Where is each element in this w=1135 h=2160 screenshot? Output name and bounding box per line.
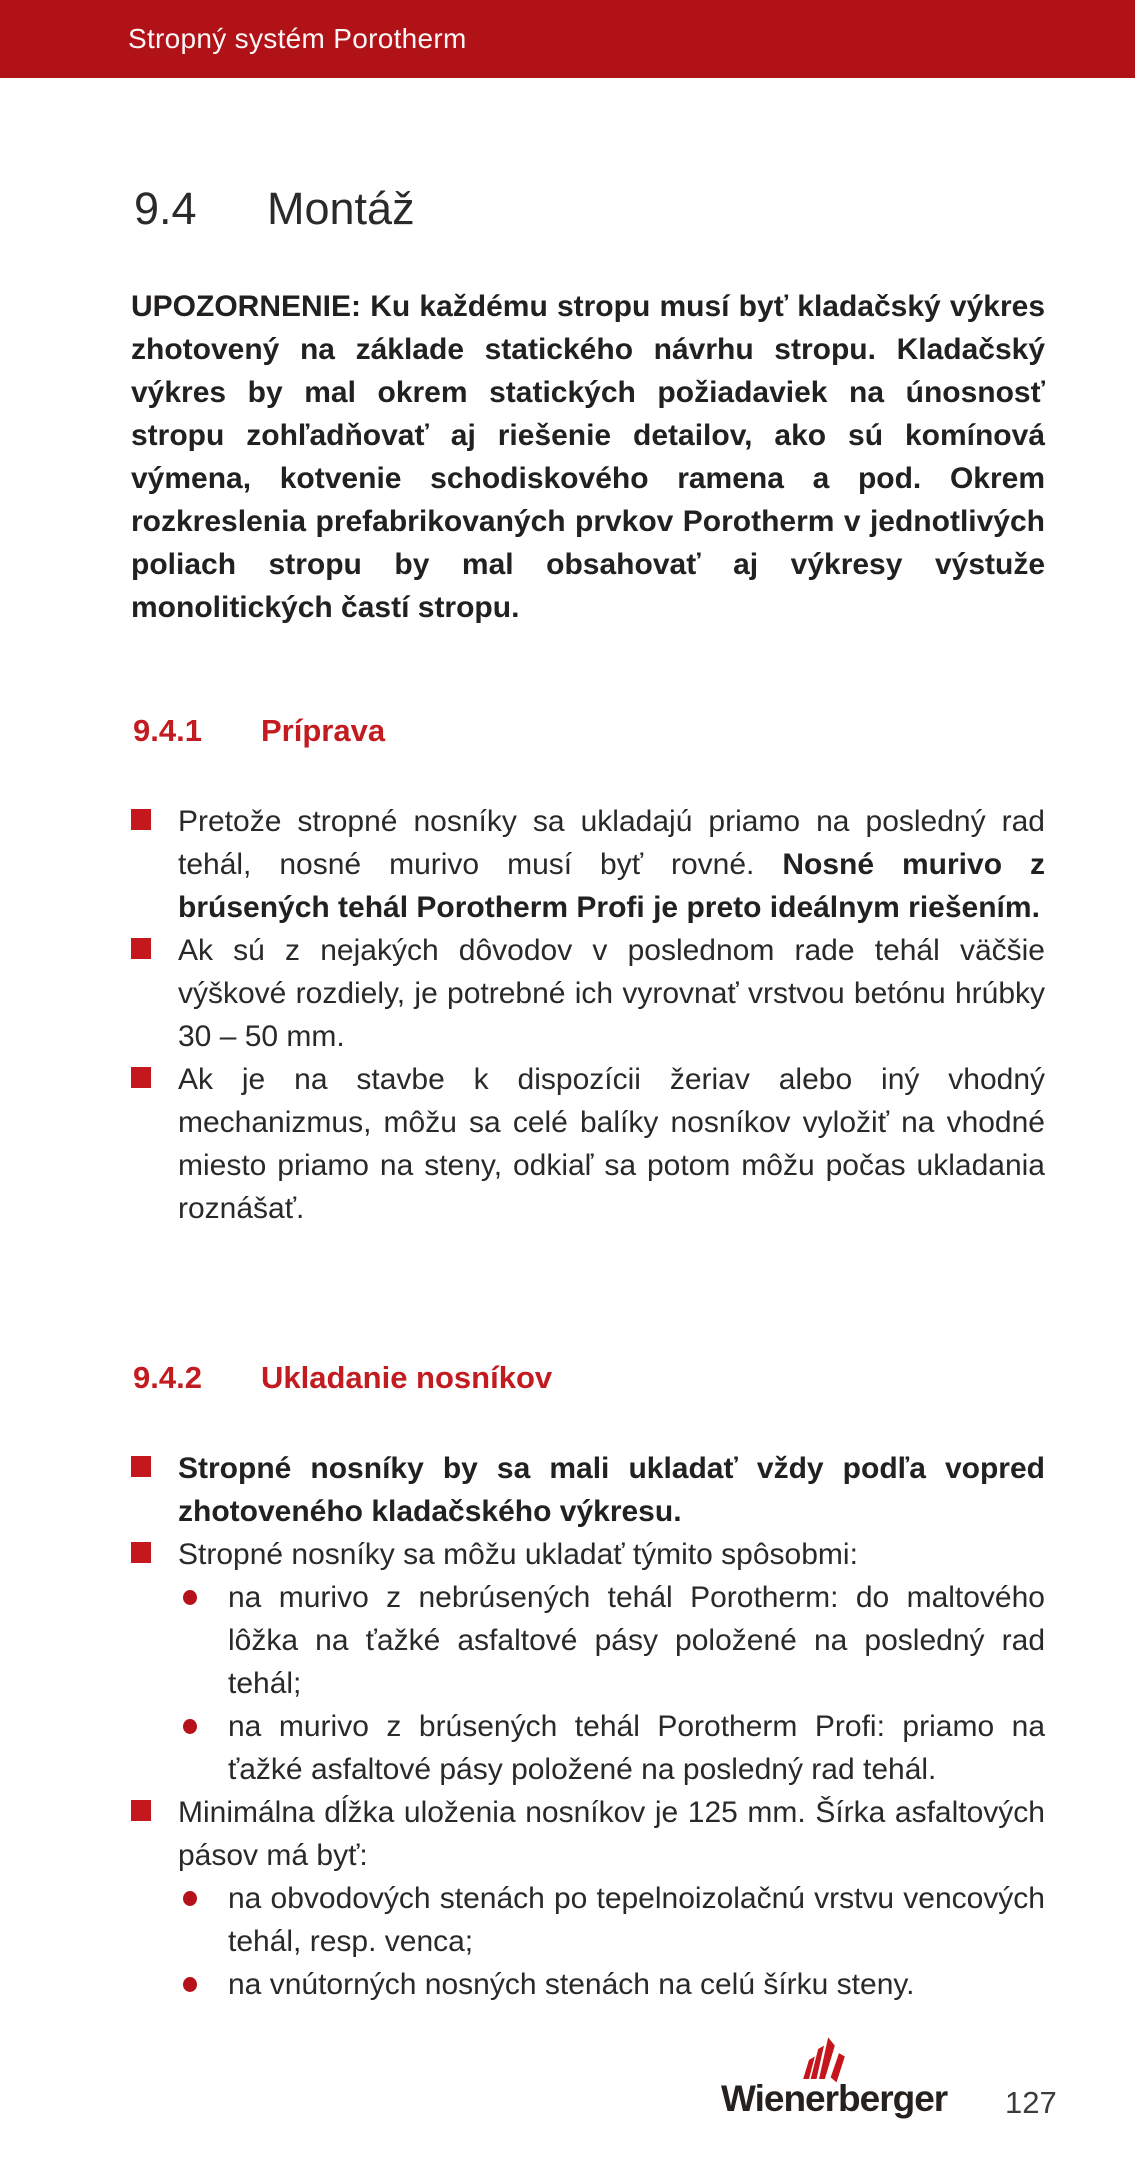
list-item-text — [228, 1576, 1045, 1705]
list-item-text — [228, 1963, 1045, 2006]
subsection-title: Ukladanie nosníkov — [261, 1360, 553, 1395]
text-run: na obvodových stenách po tepelnoizolačnú vrstvu vencových tehál, resp. venca; — [228, 1882, 1045, 1958]
text-run: na vnútorných nosných stenách na celú šírku steny. — [228, 1968, 915, 2001]
intro-paragraph: UPOZORNENIE: Ku každému stropu musí byť kladačský výkres zhotovený na základe statického návrhu stropu. Kladačský výkres by mal okrem statických požiadaviek na únosnosť stropu zohľadňovať aj riešenie detailov, ako sú komínová výmena, kotvenie schodiskového ramena a pod. Okrem rozkreslenia prefabrikovaných prvkov Porotherm v jednotlivých poliach stropu by mal obsahovať aj výkresy výstuže monolitických častí stropu. — [131, 290, 1045, 624]
list-item — [131, 1058, 1045, 1230]
brand-wordmark: Wienerberger — [721, 2078, 948, 2119]
text-run: Stropné nosníky sa môžu ukladať týmito spôsobmi: — [178, 1538, 858, 1571]
list-item — [131, 1705, 1045, 1791]
dot-bullet-icon — [183, 1590, 197, 1605]
section-title: Montáž — [267, 183, 415, 234]
page-header-bar — [0, 0, 1135, 78]
list-item-text — [178, 1533, 1045, 1576]
dot-bullet-icon — [183, 1719, 197, 1734]
list-item-text — [178, 1791, 1045, 1877]
list-item-text — [228, 1705, 1045, 1791]
list-item-text — [178, 1447, 1045, 1533]
subsection — [131, 1359, 1045, 2006]
text-run: Ak sú z nejakých dôvodov v poslednom rade tehál väčšie výškové rozdiely, je potrebné ich vyrovnať vrstvou betónu hrúbky 30 – 50 mm. — [178, 934, 1045, 1053]
square-bullet-icon — [131, 1542, 151, 1563]
square-bullet-icon — [131, 1456, 151, 1477]
subsection-heading — [133, 712, 1045, 750]
text-run: na murivo z brúsených tehál Porotherm Profi: priamo na ťažké asfaltové pásy položené na posledný rad tehál. — [228, 1710, 1045, 1786]
list-item-text — [228, 1877, 1045, 1963]
bullet-list — [131, 800, 1045, 1230]
square-bullet-icon — [131, 809, 151, 830]
list-item — [131, 1791, 1045, 1877]
section-heading — [134, 183, 415, 235]
list-item — [131, 1877, 1045, 1963]
text-run-bold: Stropné nosníky by sa mali ukladať vždy podľa vopred zhotoveného kladačského výkresu. — [178, 1452, 1045, 1528]
dot-bullet-icon — [183, 1977, 197, 1992]
square-bullet-icon — [131, 938, 151, 959]
text-run: na murivo z nebrúsených tehál Porotherm: do maltového lôžka na ťažké asfaltové pásy položené na posledný rad tehál; — [228, 1581, 1045, 1700]
list-item — [131, 1447, 1045, 1533]
subsection-number: 9.4.2 — [133, 1360, 202, 1395]
subsection-title: Príprava — [261, 713, 386, 748]
list-item-text — [178, 1058, 1045, 1230]
square-bullet-icon — [131, 1800, 151, 1821]
subsection-number: 9.4.1 — [133, 713, 202, 748]
list-item — [131, 800, 1045, 929]
subsection — [131, 712, 1045, 1230]
list-item — [131, 1963, 1045, 2006]
dot-bullet-icon — [183, 1891, 197, 1906]
text-run: Pretože stropné nosníky sa ukladajú priamo na posledný rad tehál, nosné murivo musí byť rovné. — [178, 805, 1045, 881]
bullet-list — [131, 1447, 1045, 2006]
text-run: Ak je na stavbe k dispozícii žeriav alebo iný vhodný mechanizmus, môžu sa celé balíky nosníkov vyložiť na vhodné miesto priamo na steny, odkiaľ sa potom môžu počas ukladania roznášať. — [178, 1063, 1045, 1225]
list-item — [131, 929, 1045, 1058]
list-item — [131, 1576, 1045, 1705]
square-bullet-icon — [131, 1067, 151, 1088]
text-run: Minimálna dĺžka uloženia nosníkov je 125 mm. Šírka asfaltových pásov má byť: — [178, 1796, 1045, 1872]
list-item-text — [178, 800, 1045, 929]
list-item-text — [178, 929, 1045, 1058]
list-item — [131, 1533, 1045, 1576]
wienerberger-logo-icon — [799, 2035, 849, 2083]
text-run-bold: Nosné murivo z brúsených tehál Porotherm Profi je preto ideálnym riešením. — [178, 848, 1046, 924]
section-number: 9.4 — [134, 183, 197, 234]
page-header-title: Stropný systém Porotherm — [128, 23, 467, 54]
page-number: 127 — [1005, 2085, 1057, 2120]
subsection-heading — [133, 1359, 1045, 1397]
